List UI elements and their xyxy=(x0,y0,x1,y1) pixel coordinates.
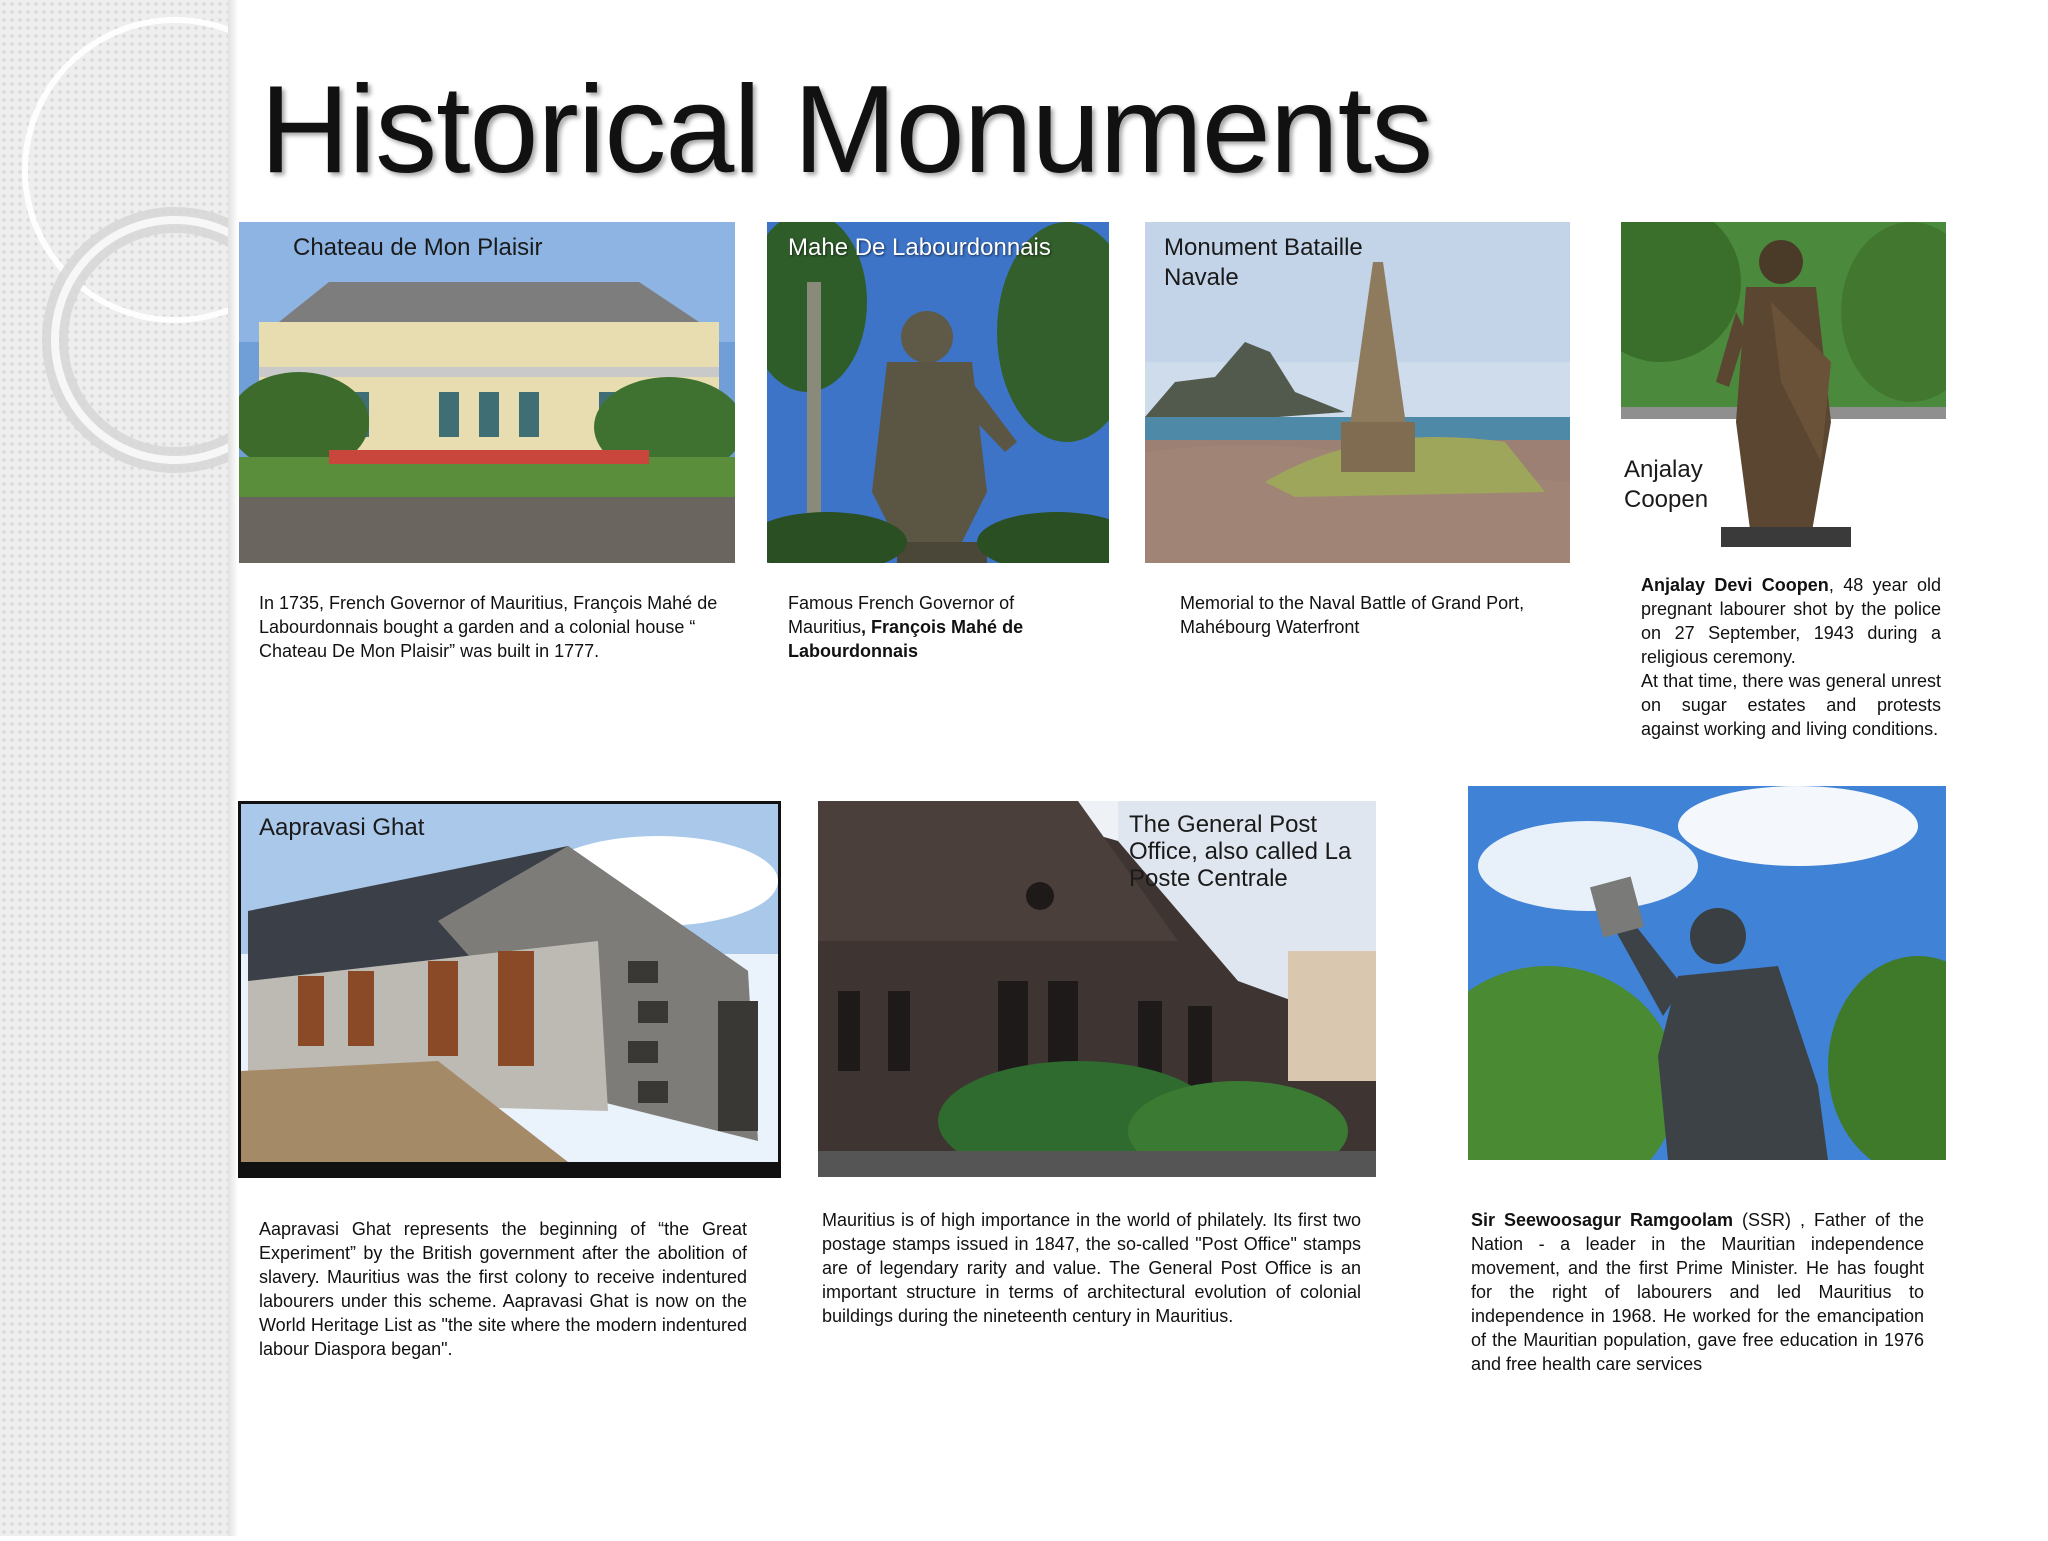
chateau-description: In 1735, French Governor of Mauritius, François Mahé de Labourdonnais bought a garden and a colonial house “ Chateau De Mon Plaisir” was built in 1777. xyxy=(259,593,718,661)
bataille-navale-description: Memorial to the Naval Battle of Grand Port, Mahébourg Waterfront xyxy=(1180,593,1525,637)
decorative-circles xyxy=(0,0,228,1536)
decorative-sidebar xyxy=(0,0,228,1536)
page-title: Historical Monuments xyxy=(260,61,1433,199)
post-office-description: Mauritius is of high importance in the world of philately. Its first two postage stamps issued in 1847, the so-called "Post Office" stamps are of legendary rarity and value. The General Post Office is an important structure in terms of architectural evolution of colonial buildings during the nineteenth century in Mauritius. xyxy=(822,1210,1361,1326)
anjalay-coopen-caption: Anjalay Coopen xyxy=(1624,456,1709,513)
anjalay-coopen-description: Anjalay Devi Coopen, 48 year old pregnant labourer shot by the police on 27 September, 1943 during a religious ceremony. At that time, there was general unrest on sugar estates and protests against working and living conditions. xyxy=(1641,575,1942,739)
chateau-photo xyxy=(239,222,735,563)
labourdonnais-description: Famous French Governor of Mauritius, François Mahé de Labourdonnais xyxy=(788,593,1024,661)
post-office-caption: The General Post Office, also called La Poste Centrale xyxy=(1129,811,1352,892)
bataille-navale-caption: Monument Bataille Navale xyxy=(1164,234,1363,291)
sidebar-shadow xyxy=(228,0,238,1536)
chateau-caption: Chateau de Mon Plaisir xyxy=(293,234,543,261)
labourdonnais-caption: Mahe De Labourdonnais xyxy=(788,234,1051,261)
aapravasi-ghat-description: Aapravasi Ghat represents the beginning of “the Great Experiment” by the British government after the abolition of slavery. Mauritius was the first colony to receive indentured labourers under this scheme. Aapravasi Ghat is now on the World Heritage List as "the site where the modern indentured labour Diaspora began". xyxy=(259,1219,747,1359)
aapravasi-ghat-caption: Aapravasi Ghat xyxy=(259,814,425,841)
aapravasi-ghat-photo xyxy=(238,801,781,1178)
ramgoolam-description: Sir Seewoosagur Ramgoolam (SSR) , Father of the Nation - a leader in the Mauritian independence movement, and the first Prime Minister. He has fought for the right of labourers and led Mauritius to independence in 1968. He worked for the emancipation of the Mauritian population, gave free education in 1976 and free health care services xyxy=(1471,1210,1924,1374)
ramgoolam-statue-photo xyxy=(1468,786,1946,1160)
labourdonnais-statue-photo xyxy=(767,222,1109,563)
